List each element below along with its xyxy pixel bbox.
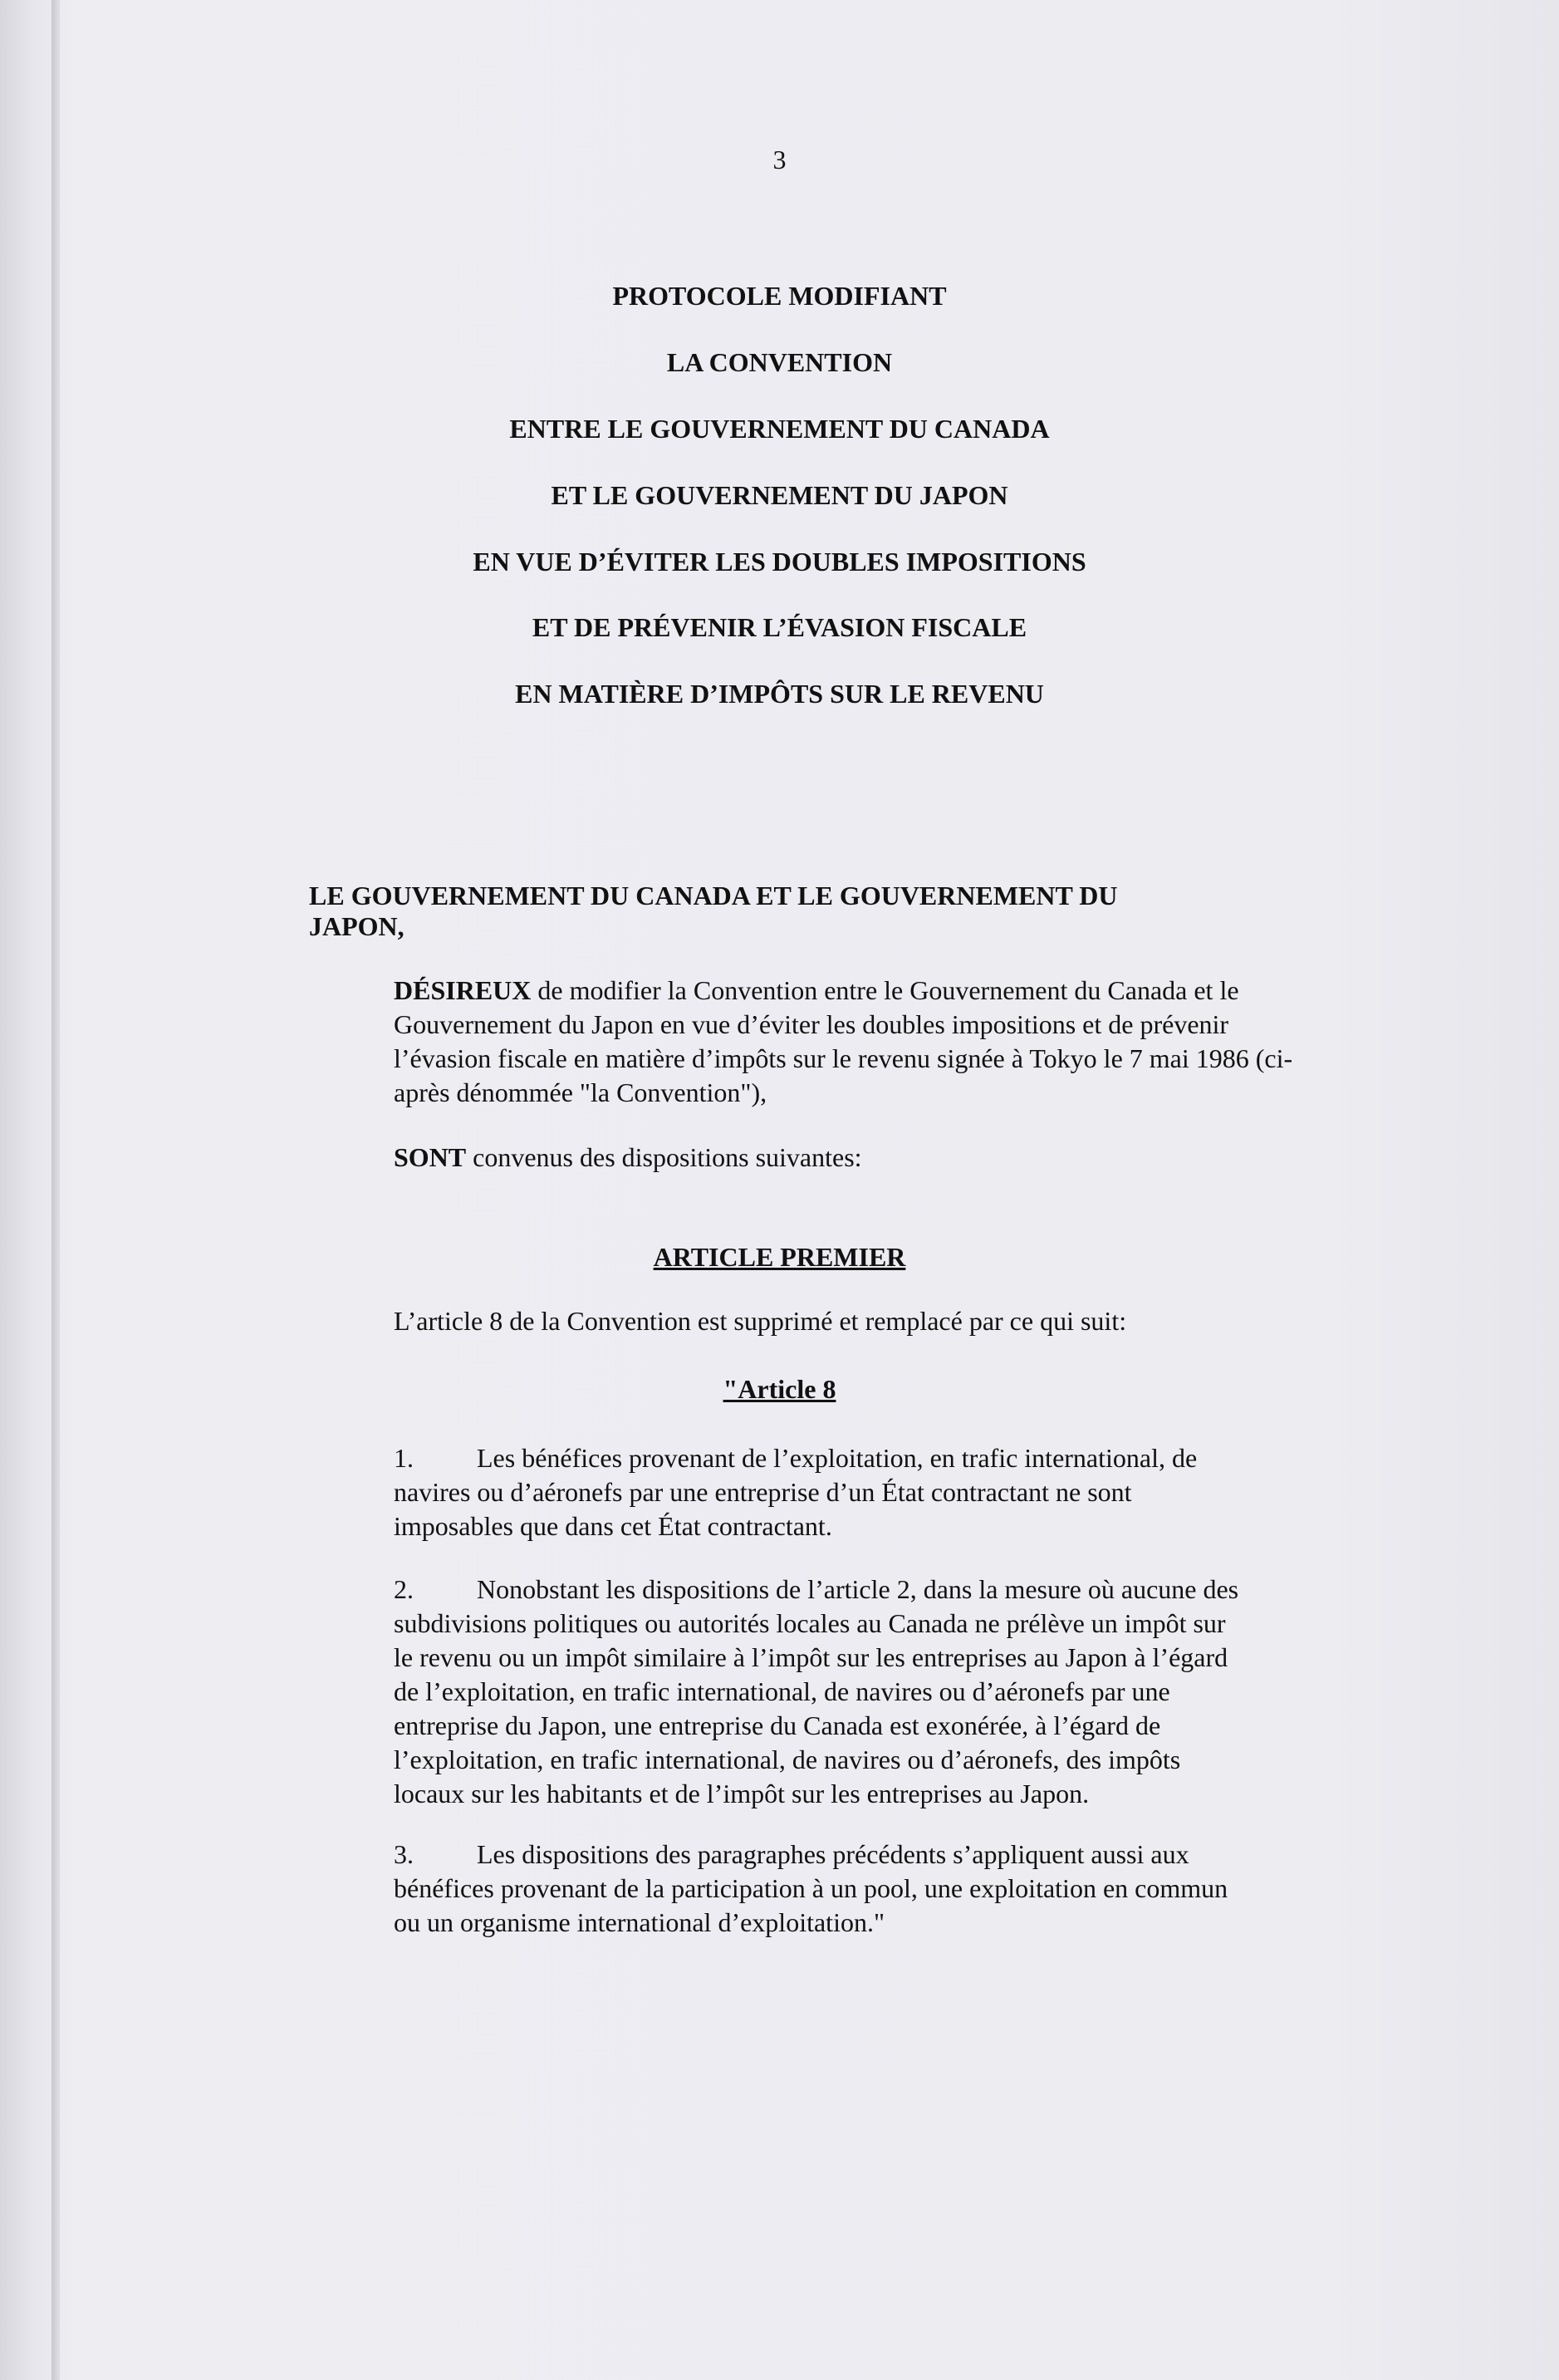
title-line-1: PROTOCOLE MODIFIANT (612, 281, 947, 311)
paragraph-1 (394, 1441, 1324, 1543)
parties-line-2: JAPON, (309, 911, 404, 941)
desireux-line-4: après dénommée "la Convention"), (394, 1077, 767, 1107)
paragraph-3-line-3: ou un organisme international d’exploitation." (394, 1907, 885, 1937)
paragraph-2-text-1: Nonobstant les dispositions de l’article 2, dans la mesure où aucune des (477, 1574, 1239, 1604)
paragraph-3-text-1: Les dispositions des paragraphes précédents s’appliquent aussi aux (477, 1839, 1189, 1869)
paragraph-3 (394, 1838, 1324, 1940)
article-heading: ARTICLE PREMIER (653, 1242, 906, 1272)
title-line-2: LA CONVENTION (666, 347, 893, 377)
paragraph-3-line-2: bénéfices provenant de la participation à un pool, une exploitation en commun (394, 1873, 1228, 1903)
desireux-paragraph (394, 974, 1324, 1110)
title-line-3: ENTRE LE GOUVERNEMENT DU CANADA (509, 414, 1050, 444)
paragraph-2-line-5: entreprise du Japon, une entreprise du Canada est exonérée, à l’égard de (394, 1710, 1161, 1740)
paragraph-1-number: 1. (394, 1443, 414, 1473)
title-line-6: ET DE PRÉVENIR L’ÉVASION FISCALE (532, 612, 1027, 642)
paragraph-2-number: 2. (394, 1574, 414, 1604)
sont-lead: SONT (394, 1142, 467, 1172)
paragraph-2-line-3: le revenu ou un impôt similaire à l’impôt sur les entreprises au Japon à l’égard (394, 1642, 1228, 1672)
paragraph-2-line-7: locaux sur les habitants et de l’impôt sur les entreprises au Japon. (394, 1779, 1090, 1808)
paragraph-1-line-1 (394, 1441, 1324, 1475)
paragraph-2-line-2: subdivisions politiques ou autorités locales au Canada ne prélève un impôt sur (394, 1608, 1226, 1638)
parties-line-1: LE GOUVERNEMENT DU CANADA ET LE GOUVERNEMENT DU (309, 881, 1118, 910)
desireux-line-2: Gouvernement du Japon en vue d’éviter les doubles impositions et de prévenir (394, 1009, 1229, 1039)
paragraph-2-line-6: l’exploitation, en trafic international, de navires ou d’aéronefs, des impôts (394, 1745, 1181, 1774)
paragraph-2 (394, 1573, 1324, 1811)
desireux-line-3: l’évasion fiscale en matière d’impôts sur le revenu signée à Tokyo le 7 mai 1986 (ci- (394, 1043, 1293, 1073)
desireux-lead: DÉSIREUX (394, 975, 532, 1005)
paragraph-3-line-1 (394, 1838, 1324, 1872)
desireux-line-1-rest: de modifier la Convention entre le Gouvernement du Canada et le (531, 975, 1239, 1005)
article-8-heading: "Article 8 (723, 1374, 836, 1404)
paragraph-3-number: 3. (394, 1839, 414, 1869)
title-line-4: ET LE GOUVERNEMENT DU JAPON (551, 480, 1008, 510)
article-intro: L’article 8 de la Convention est supprimé et remplacé par ce qui suit: (394, 1306, 1127, 1336)
sont-line (394, 1141, 862, 1174)
paragraph-1-text-1: Les bénéfices provenant de l’exploitation, en trafic international, de (477, 1443, 1198, 1473)
paragraph-2-line-1 (394, 1573, 1324, 1607)
paragraph-2-line-4: de l’exploitation, en trafic international, de navires ou d’aéronefs par une (394, 1676, 1170, 1706)
page-number: 3 (772, 145, 787, 174)
title-line-7: EN MATIÈRE D’IMPÔTS SUR LE REVENU (515, 679, 1044, 709)
title-line-5: EN VUE D’ÉVITER LES DOUBLES IMPOSITIONS (473, 547, 1086, 577)
paragraph-1-line-3: imposables que dans cet État contractant. (394, 1511, 832, 1541)
desireux-line-1 (394, 974, 1324, 1008)
paragraph-1-line-2: navires ou d’aéronefs par une entreprise d’un État contractant ne sont (394, 1477, 1132, 1507)
sont-rest: convenus des dispositions suivantes: (466, 1142, 862, 1172)
